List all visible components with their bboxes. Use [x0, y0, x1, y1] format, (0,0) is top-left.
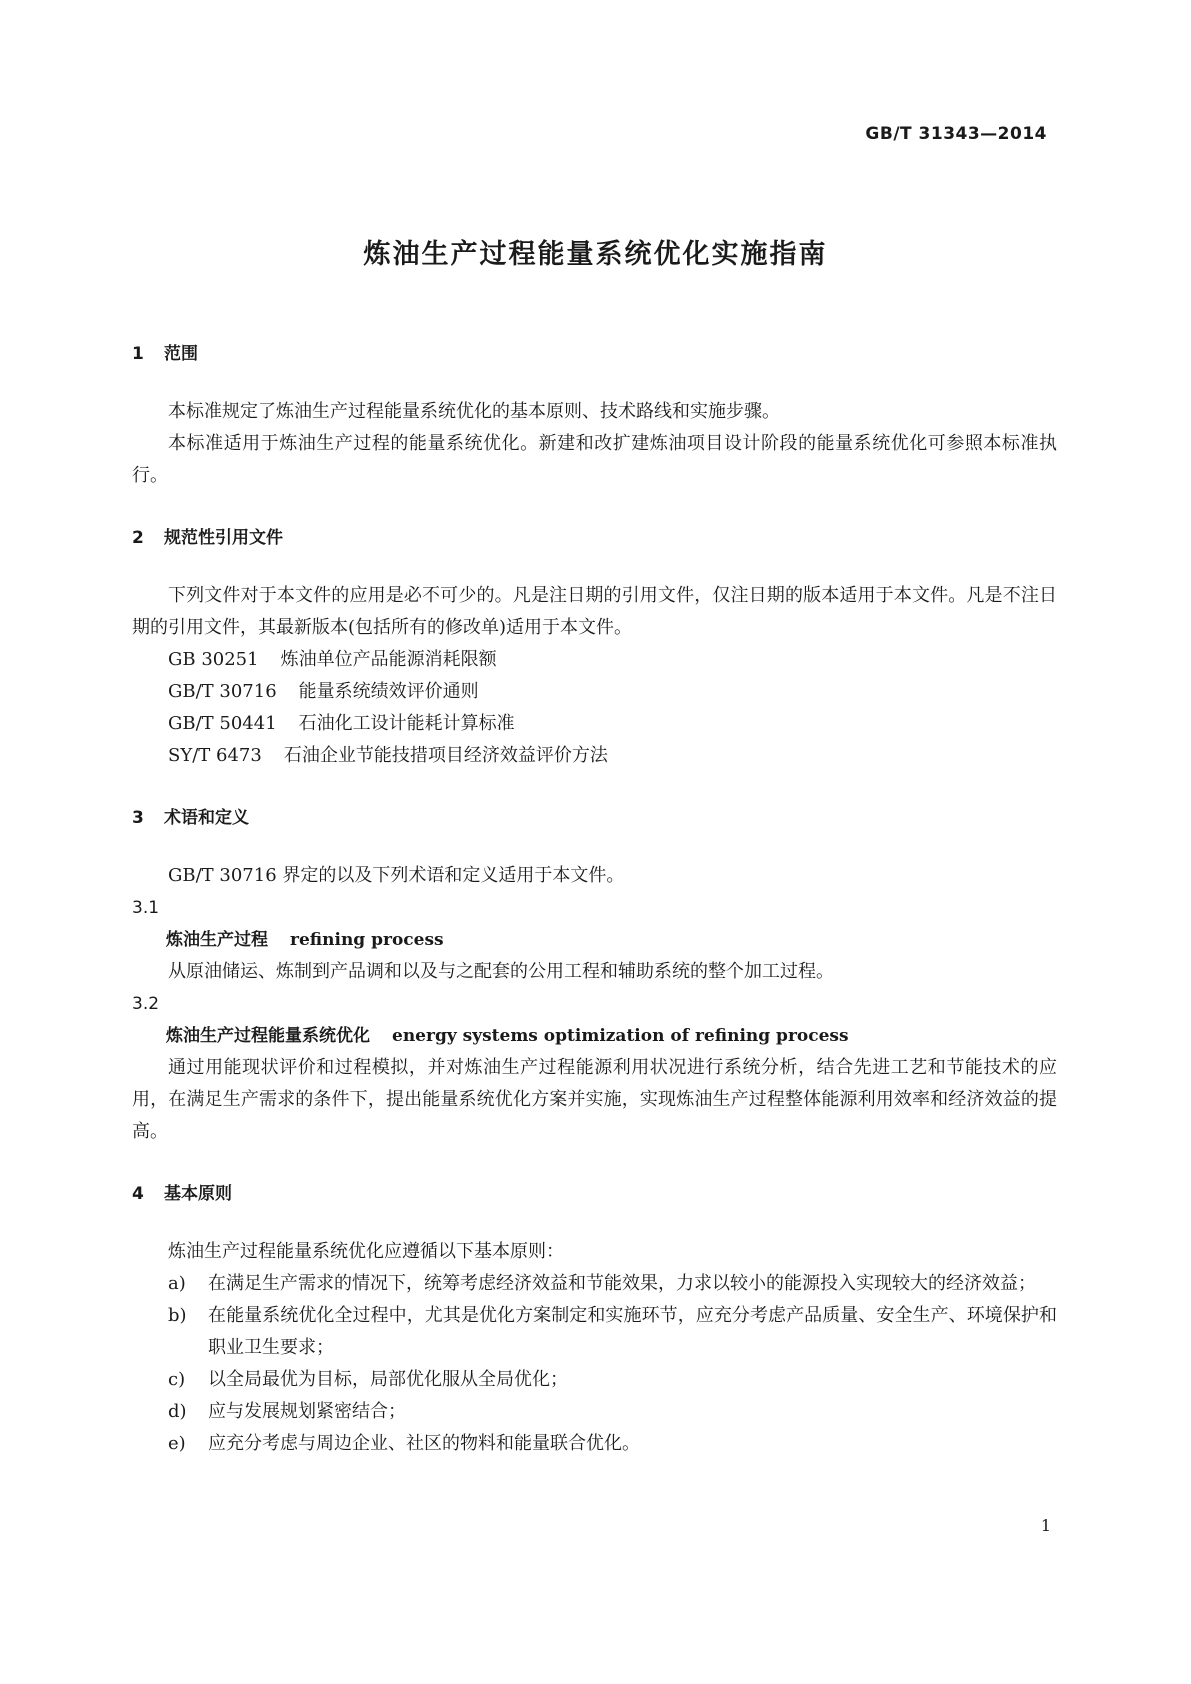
section-title: 基本原则 [164, 1184, 232, 1204]
term-number: 3.2 [132, 994, 160, 1014]
reference-item [132, 708, 1057, 740]
reference-name: 石油化工设计能耗计算标准 [298, 713, 515, 734]
section-2-heading [132, 522, 1057, 554]
list-marker: d) [168, 1401, 187, 1422]
reference-item [132, 644, 1057, 676]
reference-code: GB 30251 [168, 649, 259, 670]
standard-code: GB/T 31343—2014 [865, 124, 1047, 144]
section-1-paragraph-1: 本标准规定了炼油生产过程能量系统优化的基本原则、技术路线和实施步骤。 [168, 401, 780, 422]
document-title: 炼油生产过程能量系统优化实施指南 [363, 239, 828, 270]
list-item [132, 1396, 1057, 1428]
list-marker: e) [168, 1433, 186, 1454]
list-marker: a) [168, 1273, 186, 1294]
section-1-heading [132, 338, 1057, 370]
term-english: energy systems optimization of refining process [392, 1026, 849, 1046]
reference-code: GB/T 50441 [168, 713, 277, 734]
term-number: 3.1 [132, 898, 160, 918]
term-english: refining process [290, 930, 444, 950]
section-4-heading [132, 1178, 1057, 1210]
section-number: 2 [132, 528, 144, 548]
list-text: 在满足生产需求的情况下，统筹考虑经济效益和节能效果，力求以较小的能源投入实现较大的经济效益； [208, 1273, 1036, 1294]
term-heading [132, 1020, 1057, 1052]
reference-code: GB/T 30716 [168, 681, 277, 702]
list-marker: c) [168, 1369, 186, 1390]
reference-name: 能量系统绩效评价通则 [298, 681, 479, 702]
section-number: 1 [132, 344, 144, 364]
section-2-paragraph-1: 下列文件对于本文件的应用是必不可少的。凡是注日期的引用文件，仅注日期的版本适用于本文件。凡是不注日期的引用文件，其最新版本(包括所有的修改单)适用于本文件。 [132, 585, 1057, 638]
list-text: 应充分考虑与周边企业、社区的物料和能量联合优化。 [208, 1433, 640, 1454]
list-text: 以全局最优为目标，局部优化服从全局优化； [208, 1369, 568, 1390]
section-3-heading [132, 802, 1057, 834]
reference-name: 石油企业节能技措项目经济效益评价方法 [283, 745, 608, 766]
reference-item [132, 740, 1057, 772]
list-item [132, 1428, 1057, 1460]
section-3-paragraph-1: GB/T 30716 界定的以及下列术语和定义适用于本文件。 [168, 865, 625, 886]
list-marker: b) [168, 1305, 187, 1326]
page-number: 1 [1040, 1516, 1051, 1535]
list-item [132, 1364, 1057, 1396]
term-definition: 通过用能现状评价和过程模拟，并对炼油生产过程能源利用状况进行系统分析，结合先进工艺和节能技术的应用，在满足生产需求的条件下，提出能量系统优化方案并实施，实现炼油生产过程整体能源利用效率和经济效益的提高。 [132, 1057, 1057, 1142]
section-1-paragraph-2: 本标准适用于炼油生产过程的能量系统优化。新建和改扩建炼油项目设计阶段的能量系统优化可参照本标准执行。 [132, 433, 1057, 486]
reference-name: 炼油单位产品能源消耗限额 [280, 649, 497, 670]
reference-code: SY/T 6473 [168, 745, 262, 766]
section-title: 规范性引用文件 [164, 528, 283, 548]
list-text: 应与发展规划紧密结合； [208, 1401, 406, 1422]
section-4-paragraph-1: 炼油生产过程能量系统优化应遵循以下基本原则： [168, 1241, 564, 1262]
list-item [132, 1300, 1057, 1364]
list-text: 在能量系统优化全过程中，尤其是优化方案制定和实施环节，应充分考虑产品质量、安全生产、环境保护和职业卫生要求； [208, 1305, 1057, 1358]
list-item [132, 1268, 1057, 1300]
term-chinese: 炼油生产过程能量系统优化 [166, 1026, 370, 1046]
section-number: 4 [132, 1184, 144, 1204]
section-title: 术语和定义 [164, 808, 249, 828]
term-heading [132, 924, 1057, 956]
section-number: 3 [132, 808, 144, 828]
reference-item [132, 676, 1057, 708]
document-body [132, 338, 1057, 1460]
term-chinese: 炼油生产过程 [166, 930, 268, 950]
section-title: 范围 [164, 344, 198, 364]
term-definition: 从原油储运、炼制到产品调和以及与之配套的公用工程和辅助系统的整个加工过程。 [168, 961, 834, 982]
